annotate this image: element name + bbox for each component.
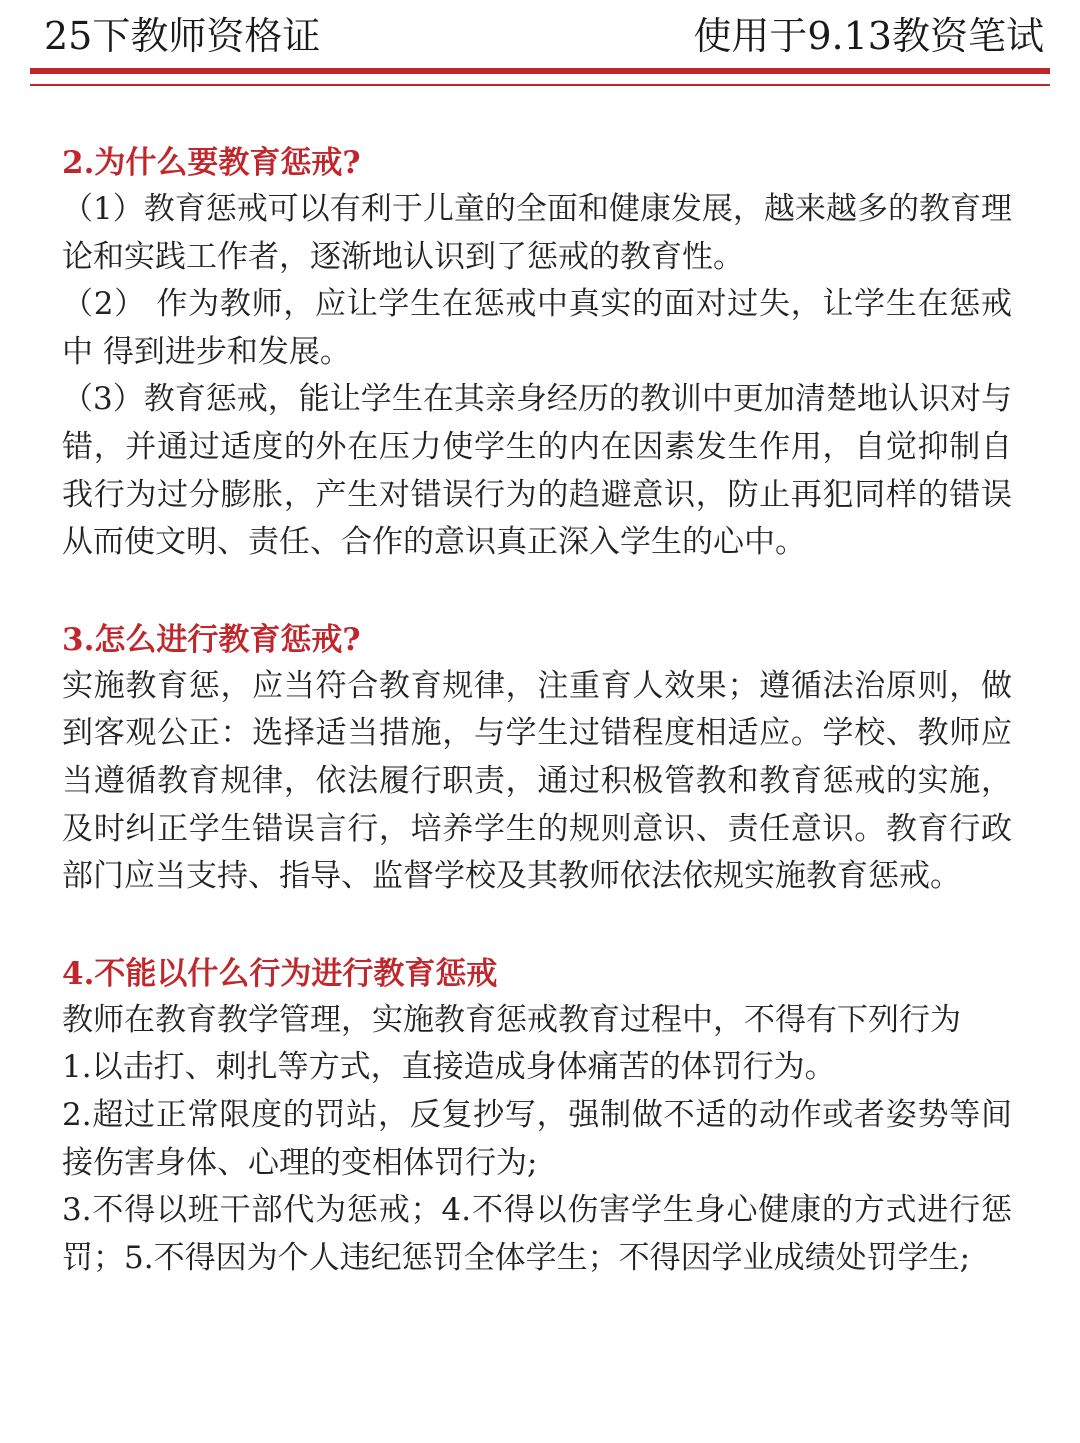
section-why-punishment	[62, 140, 1012, 567]
document-body	[62, 140, 1012, 1332]
list-item: 1.以击打、刺扎等方式，直接造成身体痛苦的体罚行为。	[62, 1049, 836, 1086]
header-title-right: 使用于9.13教资笔试	[693, 14, 1044, 58]
paragraph: 教师在教育教学管理，实施教育惩戒教育过程中，不得有下列行为	[62, 1001, 961, 1038]
header-divider-thick	[30, 68, 1050, 74]
page-header	[0, 0, 1080, 66]
paragraph: 实施教育惩，应当符合教育规律，注重育人效果；遵循法治原则，做到客观公正：选择适当措施，与学生过错程度相适应。学校、教师应当遵循教育规律，依法履行职责，通过积极管教和教育惩戒的实施，及时纠正学生错误言行，培养学生的规则意识、责任意识。教育行政 部门应当支持、指导、监督学校及其教师依法依规实施教育惩戒。	[62, 667, 1012, 895]
list-item: 2.超过正常限度的罚站，反复抄写，强制做不适的动作或者姿势等间 接伤害身体、心理的变相体罚行为;	[62, 1096, 1012, 1181]
section-forbidden-behaviors	[62, 951, 1012, 1283]
header-title-left: 25下教师资格证	[44, 14, 321, 58]
section-heading: 4.不能以什么行为进行教育惩戒	[62, 955, 498, 992]
list-item: 3.不得以班干部代为惩戒；4.不得以伤害学生身心健康的方式进行惩罚；5.不得因为个人违纪惩罚全体学生；不得因学业成绩处罚学生;	[62, 1192, 1012, 1276]
section-heading: 3.怎么进行教育惩戒?	[62, 621, 361, 658]
section-heading: 2.为什么要教育惩戒?	[62, 145, 361, 181]
paragraph: （1）教育惩戒可以有利于儿童的全面和健康发展，越来越多的教育理 论和实践工作者，逐渐地认识到了惩戒的教育性。	[62, 191, 1012, 275]
paragraph: （3）教育惩戒，能让学生在其亲身经历的教训中更加清楚地认识对与错，并通过适度的外在压力使学生的内在因素发生作用，自觉抑制自我行为过分膨胀，产生对错误行为的趋避意识，防止再犯同样的错误从而使文明、责任、合作的意识真正深入学生的心中。	[62, 381, 1012, 561]
paragraph: （2） 作为教师，应让学生在惩戒中真实的面对过失，让学生在惩戒中 得到进步和发展。	[62, 286, 1012, 370]
section-how-punishment	[62, 617, 1012, 901]
header-divider-thin	[30, 84, 1050, 86]
